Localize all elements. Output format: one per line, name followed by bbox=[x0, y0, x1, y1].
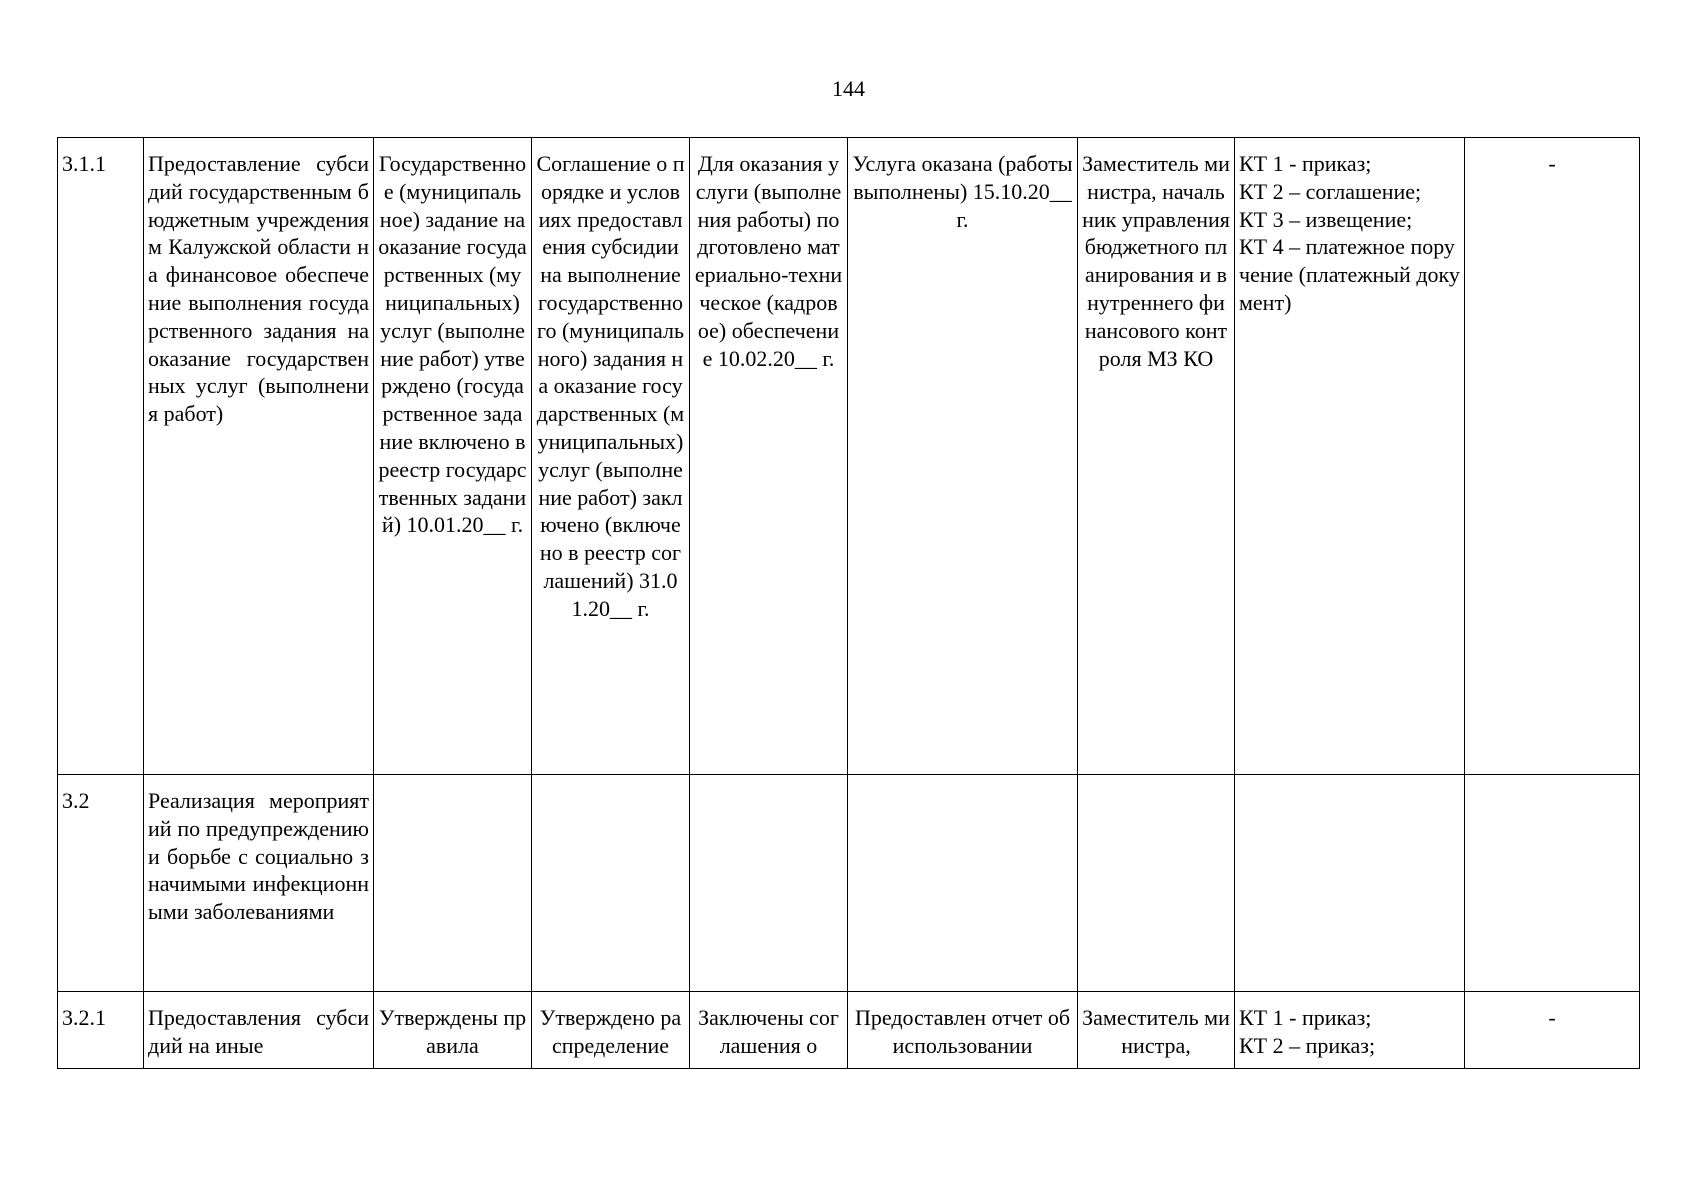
document-line: КТ 3 – извещение; bbox=[1239, 206, 1413, 232]
control-point-4: Услуга оказана (работы выполнены) 15.10.20__ г. bbox=[848, 138, 1078, 775]
control-point-2: Соглашение о порядке и условиях предоставления субсидии на выполнение государственного (муниципального) задания на оказание государственных (муниципальных) услуг (выполнение работ) заключено (включено в реестр соглашений) 31.01.20__ г. bbox=[532, 138, 690, 775]
control-point-3: Для оказания услуги (выполнения работы) подготовлено материально-техническое (кадровое) обеспечение 10.02.20__ г. bbox=[690, 138, 848, 775]
document-line: КТ 1 - приказ; bbox=[1239, 151, 1372, 176]
control-points-table bbox=[57, 137, 1640, 1069]
documents bbox=[1235, 992, 1465, 1069]
control-point-1: Утверждены правила bbox=[374, 992, 532, 1069]
row-number: 3.2.1 bbox=[58, 992, 144, 1069]
control-point-4 bbox=[848, 775, 1078, 992]
control-point-4: Предоставлен отчет об использовании bbox=[848, 992, 1078, 1069]
document-line: КТ 2 – приказ; bbox=[1239, 1032, 1376, 1058]
document-line: КТ 2 – соглашение; bbox=[1239, 178, 1422, 204]
table-row bbox=[58, 992, 1640, 1069]
table-row bbox=[58, 138, 1640, 775]
control-point-2: Утверждено распределение bbox=[532, 992, 690, 1069]
responsible-person bbox=[1078, 775, 1235, 992]
control-point-3 bbox=[690, 775, 848, 992]
event-name: Предоставление субсидий государственным бюджетным учреждениям Калужской области на финансовое обеспечение выполнения государственного задания на оказание государственных услуг (выполнения работ) bbox=[144, 138, 374, 775]
document-line: КТ 1 - приказ; bbox=[1239, 1005, 1372, 1030]
event-name: Предоставления субсидий на иные bbox=[144, 992, 374, 1069]
row-number: 3.2 bbox=[58, 775, 144, 992]
note: - bbox=[1465, 992, 1640, 1069]
documents bbox=[1235, 775, 1465, 992]
note bbox=[1465, 775, 1640, 992]
page-number: 144 bbox=[832, 76, 865, 101]
control-point-2 bbox=[532, 775, 690, 992]
table-row bbox=[58, 775, 1640, 992]
responsible-person: Заместитель министра, bbox=[1078, 992, 1235, 1069]
control-point-3: Заключены соглашения о bbox=[690, 992, 848, 1069]
responsible-person: Заместитель министра, начальник управления бюджетного планирования и внутреннего финансового контроля МЗ КО bbox=[1078, 138, 1235, 775]
documents bbox=[1235, 138, 1465, 775]
row-number: 3.1.1 bbox=[58, 138, 144, 775]
event-name: Реализация мероприятий по предупреждению и борьбе с социально значимыми инфекционными заболеваниями bbox=[144, 775, 374, 992]
note: - bbox=[1465, 138, 1640, 775]
control-point-1: Государственное (муниципальное) задание на оказание государственных (муниципальных) услуг (выполнение работ) утверждено (государственное задание включено в реестр государственных заданий) 10.01.20__ г. bbox=[374, 138, 532, 775]
control-point-1 bbox=[374, 775, 532, 992]
document-line: КТ 4 – платежное поручение (платежный документ) bbox=[1239, 234, 1460, 315]
